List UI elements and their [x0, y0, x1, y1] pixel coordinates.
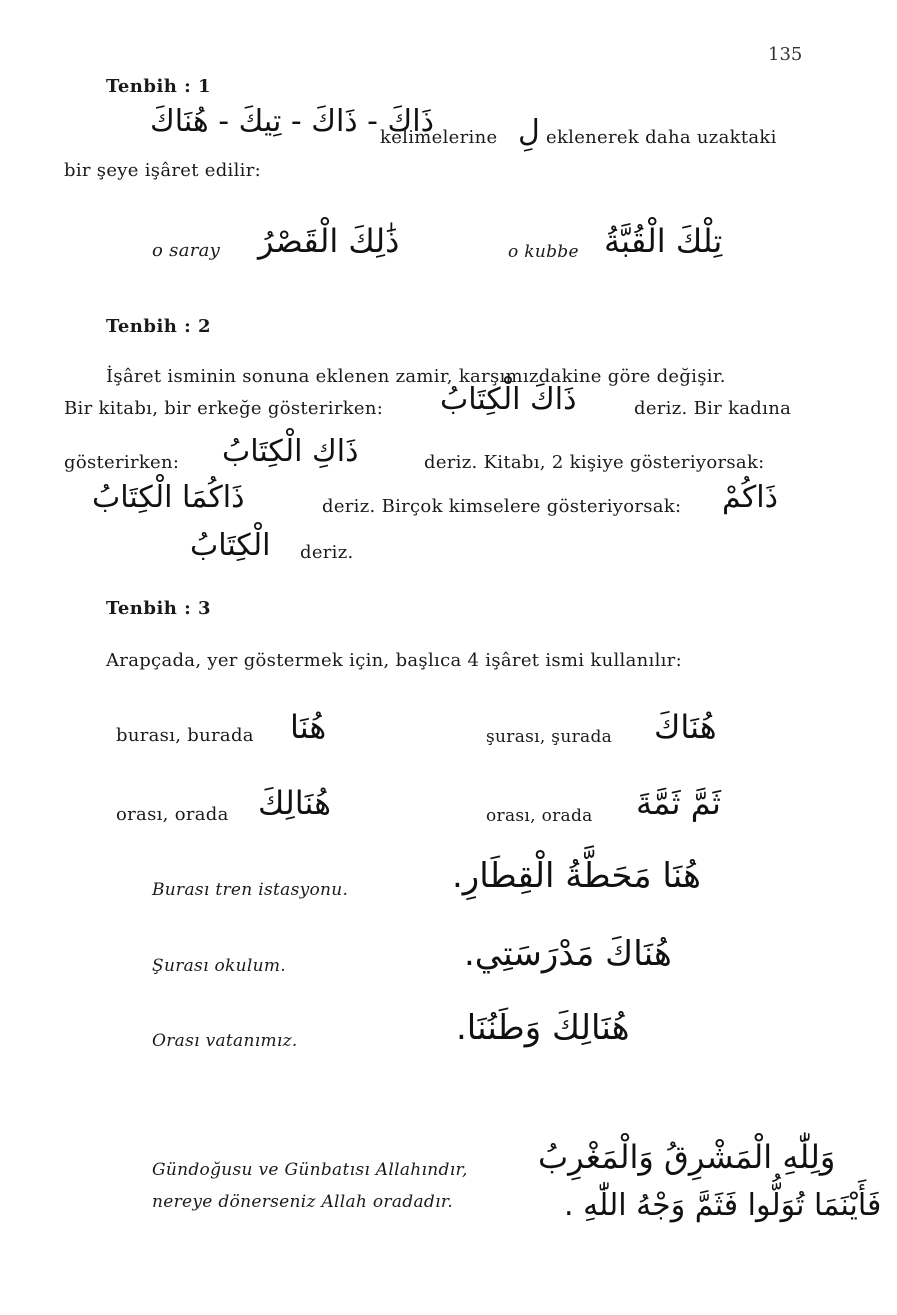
verse-translation-line-1: Gündoğusu ve Günbatısı Allahındır, [152, 1160, 468, 1180]
tenbih-2-line-4-text: deriz. Birçok kimselere gösteriyorsak: [322, 496, 682, 517]
tenbih-2-line-4-arabic-plural: ذَاكُمْ [722, 480, 778, 515]
example-2-translation: o kubbe [508, 242, 579, 262]
example-1-arabic: ذَٰلِكَ الْقَصْرُ [258, 222, 400, 260]
text-kelimelerine: kelimelerine [380, 127, 498, 148]
tenbih-3-heading: Tenbih : 3 [106, 598, 212, 619]
tenbih-2-line-3-end: deriz. Kitabı, 2 kişiye gösteriyorsak: [424, 452, 765, 473]
pair-3-arabic: هُنَالِكَ [258, 784, 331, 822]
pair-1-translation: burası, burada [116, 725, 254, 746]
sentence-3-translation: Orası vatanımız. [152, 1031, 298, 1051]
tenbih-2-line-5-arabic: الْكِتَابُ [190, 528, 271, 563]
tenbih-2-line-2-end: deriz. Bir kadına [634, 398, 792, 419]
pair-4-arabic: ثَمَّ ثَمَّةَ [636, 784, 721, 822]
tenbih-2-line-2-arabic: ذَاكَ الْكِتَابُ [440, 382, 577, 417]
sentence-1-arabic: هُنَا مَحَطَّةُ الْقِطَارِ. [452, 856, 701, 896]
example-1-translation: o saray [152, 240, 221, 261]
sentence-2-arabic: هُنَاكَ مَدْرَسَتِي. [464, 934, 672, 974]
tenbih-2-line-3-text: gösterirken: [64, 452, 180, 473]
tenbih-2-line-4-arabic-dual: ذَاكُمَا الْكِتَابُ [92, 480, 245, 515]
arabic-words-demonstratives: ذَاكَ - ذَاكَ - تِيكَ - هُنَاكَ [150, 104, 434, 139]
pair-4-translation: orası, orada [486, 806, 593, 826]
tenbih-1-heading: Tenbih : 1 [106, 76, 212, 97]
sentence-1-translation: Burası tren istasyonu. [152, 880, 349, 900]
sentence-3-arabic: هُنَالِكَ وَطَنُنَا. [456, 1008, 630, 1048]
tenbih-3-intro: Arapçada, yer göstermek için, başlıca 4 işâret ismi kullanılır: [106, 650, 682, 671]
example-2-arabic: تِلْكَ الْقُبَّةُ [604, 222, 723, 260]
sentence-2-translation: Şurası okulum. [152, 956, 287, 976]
tenbih-2-line-2-text: Bir kitabı, bir erkeğe gösterirken: [64, 398, 384, 419]
pair-2-arabic: هُنَاكَ [654, 708, 717, 746]
text-isaret-edilir: bir şeye işâret edilir: [64, 160, 261, 181]
text-eklenerek: eklenerek daha uzaktaki [546, 127, 777, 148]
pair-2-translation: şurası, şurada [486, 727, 613, 747]
pair-1-arabic: هُنَا [290, 708, 327, 746]
arabic-lam: لِ [518, 114, 540, 149]
tenbih-2-line-5-text: deriz. [300, 542, 354, 563]
tenbih-2-line-3-arabic: ذَاكِ الْكِتَابُ [222, 434, 359, 469]
tenbih-2-line-1: İşâret isminin sonuna eklenen zamir, karşımızdakine göre değişir. [106, 366, 726, 387]
tenbih-2-heading: Tenbih : 2 [106, 316, 212, 337]
verse-arabic-line-1: وَلِلّٰهِ الْمَشْرِقُ وَالْمَغْرِبُ [538, 1138, 836, 1176]
verse-translation-line-2: nereye dönerseniz Allah oradadır. [152, 1192, 454, 1212]
page-number: 135 [768, 44, 803, 65]
verse-arabic-line-2: فَأَيْنَمَا تُوَلُّوا فَثَمَّ وَجْهُ اللّٰهِ . [564, 1188, 882, 1223]
pair-3-translation: orası, orada [116, 804, 229, 825]
